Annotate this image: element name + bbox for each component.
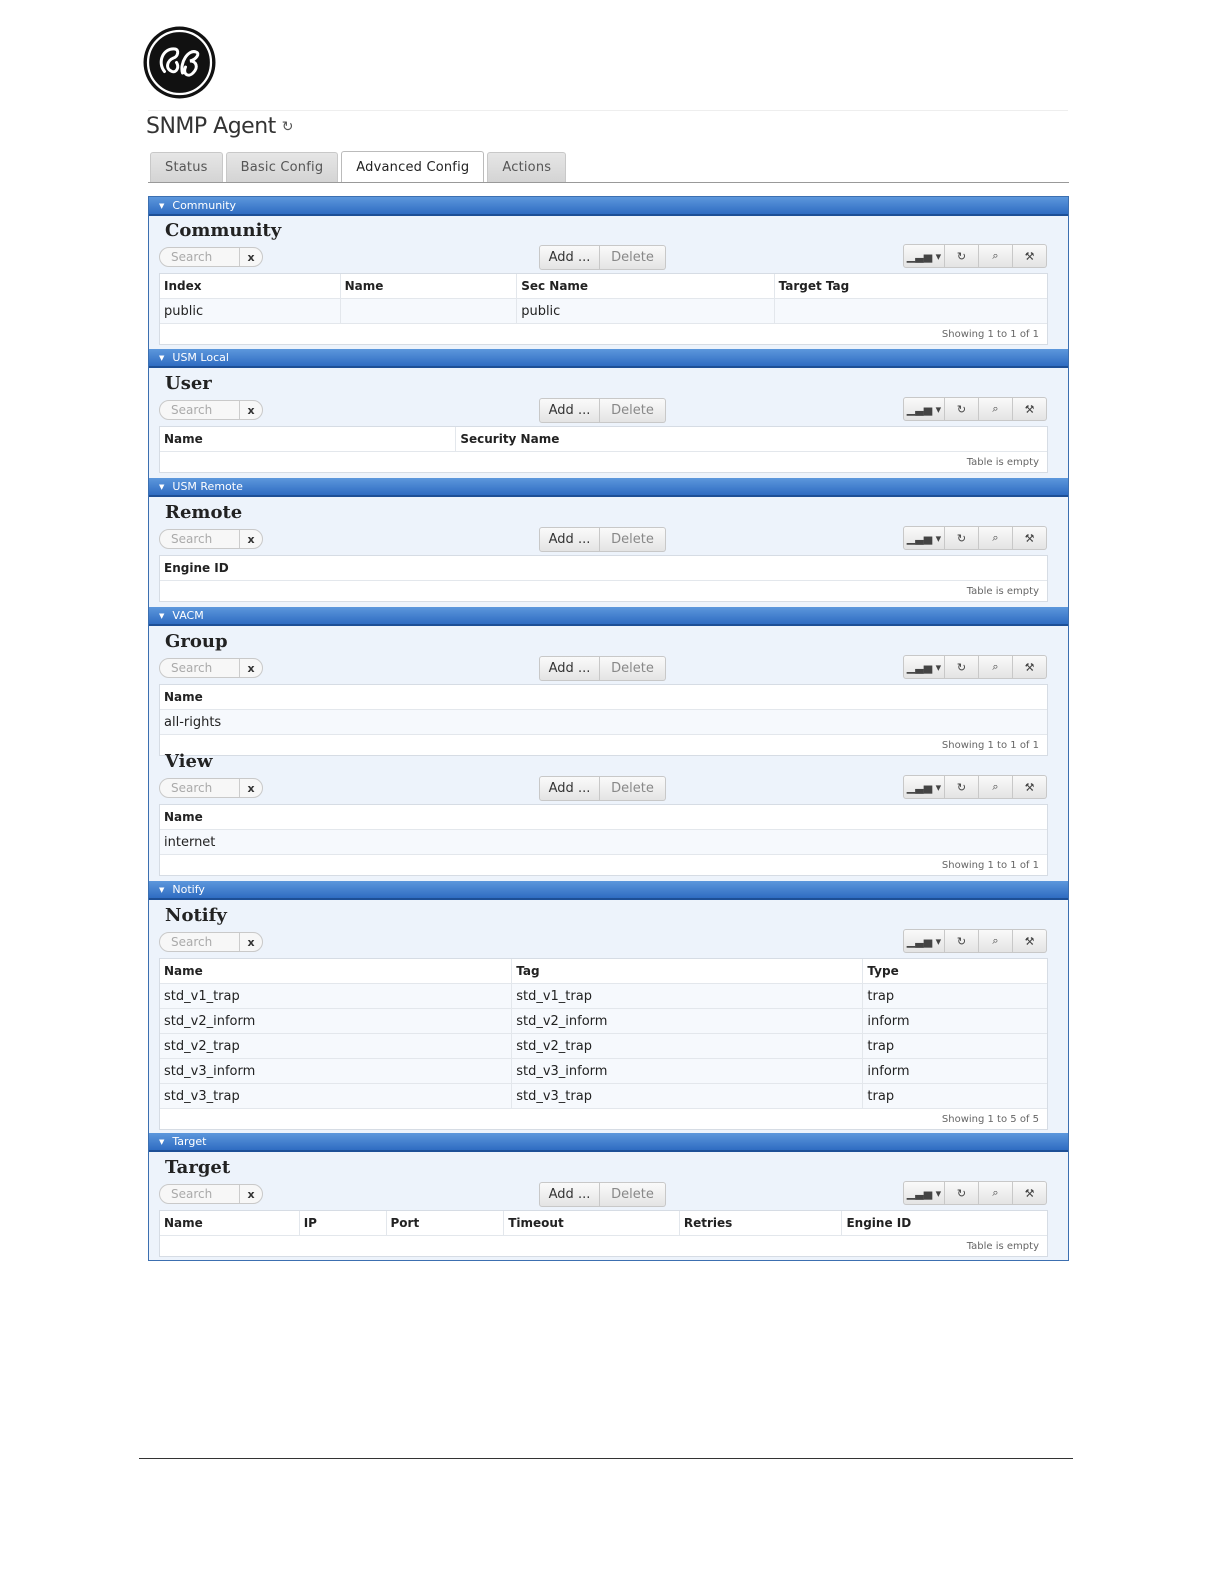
- user-table: [159, 426, 1048, 473]
- group-delete-button[interactable]: Delete: [600, 656, 666, 681]
- remote-table-header: [160, 556, 1047, 581]
- wrench-icon[interactable]: ⚒: [1013, 775, 1047, 799]
- table-row[interactable]: [160, 299, 1047, 324]
- group-add-button[interactable]: Add ...: [539, 656, 600, 681]
- column-header[interactable]: Target Tag: [778, 279, 850, 293]
- columns-icon[interactable]: ▁▃▅ ▾: [903, 775, 945, 799]
- ge-logo: [142, 25, 217, 100]
- search-icon[interactable]: ⌕: [979, 244, 1013, 268]
- column-header[interactable]: Name: [160, 427, 456, 451]
- view-table: [159, 804, 1048, 876]
- user-table-title: User: [165, 373, 212, 394]
- table-row[interactable]: [160, 830, 1047, 855]
- refresh-icon[interactable]: ↻: [945, 244, 979, 268]
- columns-icon[interactable]: ▁▃▅ ▾: [903, 929, 945, 953]
- table-cell: [341, 299, 518, 323]
- view-table-status: Showing 1 to 1 of 1: [941, 859, 1039, 871]
- view-table-header: [160, 805, 1047, 830]
- target-search-placeholder: Search: [171, 1187, 213, 1201]
- refresh-icon[interactable]: ↻: [945, 397, 979, 421]
- wrench-icon[interactable]: ⚒: [1013, 526, 1047, 550]
- group-table-header: [160, 685, 1047, 710]
- target-action-buttons: [539, 1182, 666, 1207]
- column-header[interactable]: Name: [160, 1211, 300, 1235]
- view-toolbar: [903, 775, 1047, 799]
- community-table-header: [160, 274, 1047, 299]
- section-header-usm-local[interactable]: [149, 349, 1068, 368]
- table-row[interactable]: [160, 1084, 1047, 1109]
- section-header-label: Community: [172, 199, 237, 212]
- column-header[interactable]: Name: [160, 959, 512, 983]
- community-table-title: Community: [165, 220, 282, 241]
- collapse-triangle-icon[interactable]: ▼: [159, 1137, 165, 1146]
- community-action-buttons: [539, 245, 666, 270]
- user-search-placeholder: Search: [171, 403, 213, 417]
- clear-search-icon[interactable]: x: [239, 530, 262, 548]
- wrench-icon[interactable]: ⚒: [1013, 929, 1047, 953]
- remote-delete-button[interactable]: Delete: [600, 527, 666, 552]
- refresh-icon[interactable]: ↻: [945, 775, 979, 799]
- table-cell: trap: [867, 988, 895, 1004]
- table-cell: std_v3_trap: [512, 1084, 863, 1108]
- column-header[interactable]: Index: [160, 274, 341, 298]
- target-add-button[interactable]: Add ...: [539, 1182, 600, 1207]
- wrench-icon[interactable]: ⚒: [1013, 244, 1047, 268]
- tab-divider: [148, 182, 1069, 183]
- page-title: [146, 114, 293, 139]
- target-table: [159, 1210, 1048, 1257]
- refresh-icon[interactable]: ↻: [945, 655, 979, 679]
- clear-search-icon[interactable]: x: [239, 779, 262, 797]
- table-row[interactable]: [160, 984, 1047, 1009]
- search-icon[interactable]: ⌕: [979, 929, 1013, 953]
- table-cell: std_v3_inform: [160, 1059, 512, 1083]
- clear-search-icon[interactable]: x: [239, 401, 262, 419]
- tab-basic-config[interactable]: Basic Config: [226, 152, 339, 182]
- clear-search-icon[interactable]: x: [239, 248, 262, 266]
- user-search-input[interactable]: [159, 400, 263, 420]
- notify-table-status: Showing 1 to 5 of 5: [941, 1113, 1039, 1125]
- view-add-button[interactable]: Add ...: [539, 776, 600, 801]
- section-header-label: Target: [172, 1135, 207, 1148]
- table-cell: std_v1_trap: [160, 984, 512, 1008]
- search-icon[interactable]: ⌕: [979, 397, 1013, 421]
- table-cell: public: [160, 299, 341, 323]
- column-header[interactable]: Port: [387, 1211, 505, 1235]
- column-header[interactable]: Timeout: [504, 1211, 680, 1235]
- table-cell: std_v2_trap: [160, 1034, 512, 1058]
- wrench-icon[interactable]: ⚒: [1013, 655, 1047, 679]
- group-table-title: Group: [165, 631, 228, 652]
- community-search-placeholder: Search: [171, 250, 213, 264]
- clear-search-icon[interactable]: x: [239, 933, 262, 951]
- section-header-label: USM Local: [172, 351, 229, 364]
- remote-search-input[interactable]: [159, 529, 263, 549]
- user-table-status: Table is empty: [966, 456, 1039, 468]
- clear-search-icon[interactable]: x: [239, 1185, 262, 1203]
- table-cell: [775, 299, 1047, 323]
- remote-action-buttons: [539, 527, 666, 552]
- view-search-placeholder: Search: [171, 781, 213, 795]
- table-cell: trap: [867, 1038, 895, 1054]
- user-toolbar: [903, 397, 1047, 421]
- section-header-usm-remote[interactable]: [149, 478, 1068, 497]
- columns-icon[interactable]: ▁▃▅ ▾: [903, 397, 945, 421]
- group-search-input[interactable]: [159, 658, 263, 678]
- column-header[interactable]: Type: [867, 964, 899, 978]
- community-toolbar: [903, 244, 1047, 268]
- column-header[interactable]: Tag: [512, 959, 863, 983]
- view-action-buttons: [539, 776, 666, 801]
- notify-search-input[interactable]: [159, 932, 263, 952]
- table-cell: all-rights: [164, 714, 222, 730]
- section-header-label: VACM: [172, 609, 204, 622]
- notify-toolbar: [903, 929, 1047, 953]
- search-icon[interactable]: ⌕: [979, 655, 1013, 679]
- table-cell: internet: [164, 834, 216, 850]
- remote-table-title: Remote: [165, 502, 243, 523]
- table-cell: inform: [867, 1013, 910, 1029]
- user-delete-button[interactable]: Delete: [600, 398, 666, 423]
- user-table-header: [160, 427, 1047, 452]
- notify-table-title: Notify: [165, 905, 227, 926]
- table-row[interactable]: [160, 1009, 1047, 1034]
- table-cell: std_v2_inform: [512, 1009, 863, 1033]
- refresh-icon[interactable]: ↻: [945, 1181, 979, 1205]
- notify-table-header: [160, 959, 1047, 984]
- collapse-triangle-icon[interactable]: ▼: [159, 353, 165, 362]
- view-search-input[interactable]: [159, 778, 263, 798]
- target-table-header: [160, 1211, 1047, 1236]
- view-delete-button[interactable]: Delete: [600, 776, 666, 801]
- group-table-status: Showing 1 to 1 of 1: [941, 739, 1039, 751]
- table-cell: std_v2_inform: [160, 1009, 512, 1033]
- column-header[interactable]: IP: [300, 1211, 387, 1235]
- notify-search-placeholder: Search: [171, 935, 213, 949]
- section-header-vacm[interactable]: [149, 607, 1068, 626]
- section-header-target[interactable]: [149, 1133, 1068, 1152]
- table-cell: inform: [867, 1063, 910, 1079]
- table-cell: trap: [867, 1088, 895, 1104]
- clear-search-icon[interactable]: x: [239, 659, 262, 677]
- community-table-status: Showing 1 to 1 of 1: [941, 328, 1039, 340]
- tab-advanced-config[interactable]: Advanced Config: [341, 151, 484, 183]
- remote-table-status: Table is empty: [966, 585, 1039, 597]
- collapse-triangle-icon[interactable]: ▼: [159, 611, 165, 620]
- section-header-community[interactable]: [149, 197, 1068, 216]
- user-add-button[interactable]: Add ...: [539, 398, 600, 423]
- page-footer-divider: [139, 1458, 1073, 1459]
- column-header[interactable]: Retries: [680, 1211, 843, 1235]
- table-cell: std_v2_trap: [512, 1034, 863, 1058]
- community-table: [159, 273, 1048, 345]
- section-header-label: Notify: [172, 883, 205, 896]
- refresh-icon[interactable]: ↻: [945, 526, 979, 550]
- target-search-input[interactable]: [159, 1184, 263, 1204]
- search-icon[interactable]: ⌕: [979, 775, 1013, 799]
- tab-status[interactable]: Status: [150, 152, 223, 182]
- target-delete-button[interactable]: Delete: [600, 1182, 666, 1207]
- table-cell: public: [517, 299, 774, 323]
- collapse-triangle-icon[interactable]: ▼: [159, 482, 165, 491]
- group-action-buttons: [539, 656, 666, 681]
- community-add-button[interactable]: Add ...: [539, 245, 600, 270]
- target-toolbar: [903, 1181, 1047, 1205]
- collapse-triangle-icon[interactable]: ▼: [159, 201, 165, 210]
- header-divider: [148, 110, 1068, 111]
- group-search-placeholder: Search: [171, 661, 213, 675]
- refresh-icon[interactable]: ↻: [281, 118, 294, 135]
- target-table-title: Target: [165, 1157, 231, 1178]
- remote-toolbar: [903, 526, 1047, 550]
- table-cell: std_v1_trap: [512, 984, 863, 1008]
- target-table-status: Table is empty: [966, 1240, 1039, 1252]
- table-cell: std_v3_trap: [160, 1084, 512, 1108]
- column-header[interactable]: Name: [164, 810, 203, 824]
- column-header[interactable]: Engine ID: [164, 561, 229, 575]
- view-table-title: View: [165, 751, 213, 772]
- wrench-icon[interactable]: ⚒: [1013, 397, 1047, 421]
- page-title-text: SNMP Agent: [146, 114, 276, 139]
- search-icon[interactable]: ⌕: [979, 1181, 1013, 1205]
- columns-icon[interactable]: ▁▃▅ ▾: [903, 1181, 945, 1205]
- column-header[interactable]: Name: [164, 690, 203, 704]
- tab-actions[interactable]: Actions: [487, 152, 566, 182]
- column-header[interactable]: Name: [341, 274, 518, 298]
- remote-search-placeholder: Search: [171, 532, 213, 546]
- columns-icon[interactable]: ▁▃▅ ▾: [903, 244, 945, 268]
- group-table: [159, 684, 1048, 756]
- table-cell: std_v3_inform: [512, 1059, 863, 1083]
- column-header[interactable]: Security Name: [460, 432, 560, 446]
- refresh-icon[interactable]: ↻: [945, 929, 979, 953]
- search-icon[interactable]: ⌕: [979, 526, 1013, 550]
- section-header-notify[interactable]: [149, 881, 1068, 900]
- section-header-label: USM Remote: [172, 480, 243, 493]
- columns-icon[interactable]: ▁▃▅ ▾: [903, 526, 945, 550]
- remote-add-button[interactable]: Add ...: [539, 527, 600, 552]
- notify-table: [159, 958, 1048, 1130]
- community-delete-button[interactable]: Delete: [600, 245, 666, 270]
- columns-icon[interactable]: ▁▃▅ ▾: [903, 655, 945, 679]
- wrench-icon[interactable]: ⚒: [1013, 1181, 1047, 1205]
- community-search-input[interactable]: [159, 247, 263, 267]
- column-header[interactable]: Sec Name: [517, 274, 774, 298]
- advanced-config-panel: [148, 196, 1069, 1261]
- remote-table: [159, 555, 1048, 602]
- collapse-triangle-icon[interactable]: ▼: [159, 885, 165, 894]
- group-toolbar: [903, 655, 1047, 679]
- column-header[interactable]: Engine ID: [846, 1216, 912, 1230]
- tab-bar: [150, 152, 566, 183]
- user-action-buttons: [539, 398, 666, 423]
- table-row[interactable]: [160, 1034, 1047, 1059]
- table-row[interactable]: [160, 1059, 1047, 1084]
- table-row[interactable]: [160, 710, 1047, 735]
